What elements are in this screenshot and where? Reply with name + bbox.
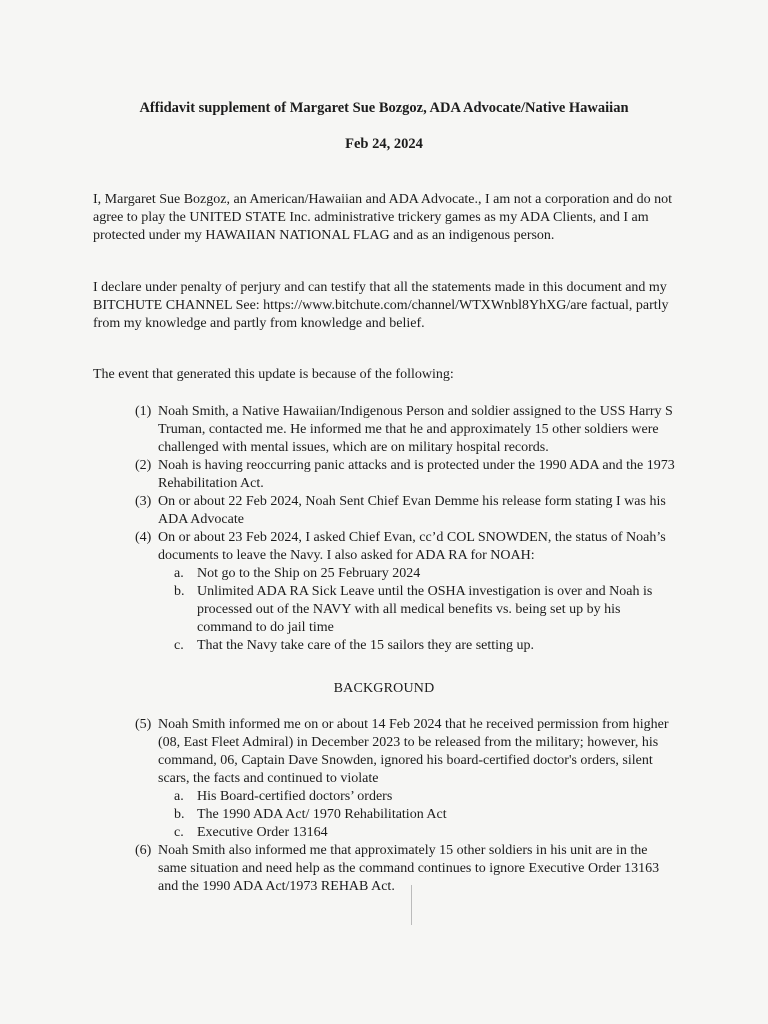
item-text: On or about 22 Feb 2024, Noah Sent Chief Evan Demme his release form stating I was his ADA Advocate bbox=[158, 494, 666, 527]
item-number: (4) bbox=[135, 530, 152, 545]
item-text: Noah Smith also informed me that approximately 15 other soldiers in his unit are in the same situation and need help as the command continues to ignore Executive Order 13163 and the 1990 ADA Act/1973 REHAB Act. bbox=[158, 843, 660, 894]
item-text: Noah is having reoccurring panic attacks and is protected under the 1990 ADA and the 1973 Rehabilitation Act. bbox=[158, 458, 675, 491]
sub-item bbox=[158, 806, 675, 824]
document-date: Feb 24, 2024 bbox=[345, 136, 423, 152]
item-number: (5) bbox=[135, 717, 152, 732]
sub-item-letter: a. bbox=[174, 789, 184, 804]
sub-item-letter: c. bbox=[174, 825, 184, 840]
event-items-list bbox=[135, 403, 675, 655]
numbered-item bbox=[135, 716, 675, 842]
item-number: (2) bbox=[135, 458, 152, 473]
numbered-item bbox=[135, 493, 675, 529]
sub-item bbox=[158, 637, 675, 655]
numbered-item bbox=[135, 842, 675, 896]
declaration-paragraph: I declare under penalty of perjury and can testify that all the statements made in this document and my BITCHUTE CHANNEL See: https://www.bitchute.com/channel/WTXWnbl8YhXG/are factual, partly from my knowledge and partly from knowledge and belief. bbox=[93, 280, 669, 331]
sub-item-list bbox=[158, 788, 675, 842]
sub-item bbox=[158, 824, 675, 842]
item-text: Noah Smith, a Native Hawaiian/Indigenous Person and soldier assigned to the USS Harry S Truman, contacted me. He informed me that he and approximately 15 other soldiers were challenged with mental issues, which are on military hospital records. bbox=[158, 404, 673, 455]
background-heading: BACKGROUND bbox=[333, 681, 435, 696]
sub-item bbox=[158, 565, 675, 583]
item-text: Noah Smith informed me on or about 14 Feb 2024 that he received permission from higher (08, East Fleet Admiral) in December 2023 to be released from the military; however, his command, 06, Captain Dave Snowden, ignored his board-certified doctor's orders, silent scars, the facts and continued to violate bbox=[158, 717, 669, 786]
numbered-item bbox=[135, 457, 675, 493]
sub-item-text: His Board-certified doctors’ orders bbox=[197, 789, 393, 804]
sub-item-text: That the Navy take care of the 15 sailors they are setting up. bbox=[197, 638, 535, 653]
sub-item-text: The 1990 ADA Act/ 1970 Rehabilitation Act bbox=[197, 807, 447, 822]
item-number: (1) bbox=[135, 404, 152, 419]
item-number: (3) bbox=[135, 494, 152, 509]
sub-item-letter: b. bbox=[174, 807, 185, 822]
sub-item-letter: b. bbox=[174, 584, 185, 599]
numbered-item bbox=[135, 529, 675, 655]
item-text: On or about 23 Feb 2024, I asked Chief Evan, cc’d COL SNOWDEN, the status of Noah’s documents to leave the Navy. I also asked for ADA RA for NOAH: bbox=[158, 530, 666, 563]
sub-item-text: Unlimited ADA RA Sick Leave until the OSHA investigation is over and Noah is processed out of the NAVY with all medical benefits vs. being set up by his command to do jail time bbox=[197, 584, 653, 635]
sub-item-letter: c. bbox=[174, 638, 184, 653]
numbered-item bbox=[135, 403, 675, 457]
sub-item-text: Executive Order 13164 bbox=[197, 825, 328, 840]
document-title: Affidavit supplement of Margaret Sue Bozgoz, ADA Advocate/Native Hawaiian bbox=[139, 100, 629, 116]
intro-paragraph: I, Margaret Sue Bozgoz, an American/Hawaiian and ADA Advocate., I am not a corporation and do not agree to play the UNITED STATE Inc. administrative trickery games as my ADA Clients, and I am protected under my HAWAIIAN NATIONAL FLAG and as an indigenous person. bbox=[93, 192, 673, 243]
sub-item bbox=[158, 788, 675, 806]
scan-artifact-line bbox=[411, 885, 412, 925]
sub-item bbox=[158, 583, 675, 637]
event-intro-paragraph: The event that generated this update is because of the following: bbox=[93, 367, 454, 382]
sub-item-text: Not go to the Ship on 25 February 2024 bbox=[197, 566, 421, 581]
background-items-list bbox=[135, 716, 675, 896]
item-number: (6) bbox=[135, 843, 152, 858]
sub-item-list bbox=[158, 565, 675, 655]
sub-item-letter: a. bbox=[174, 566, 184, 581]
